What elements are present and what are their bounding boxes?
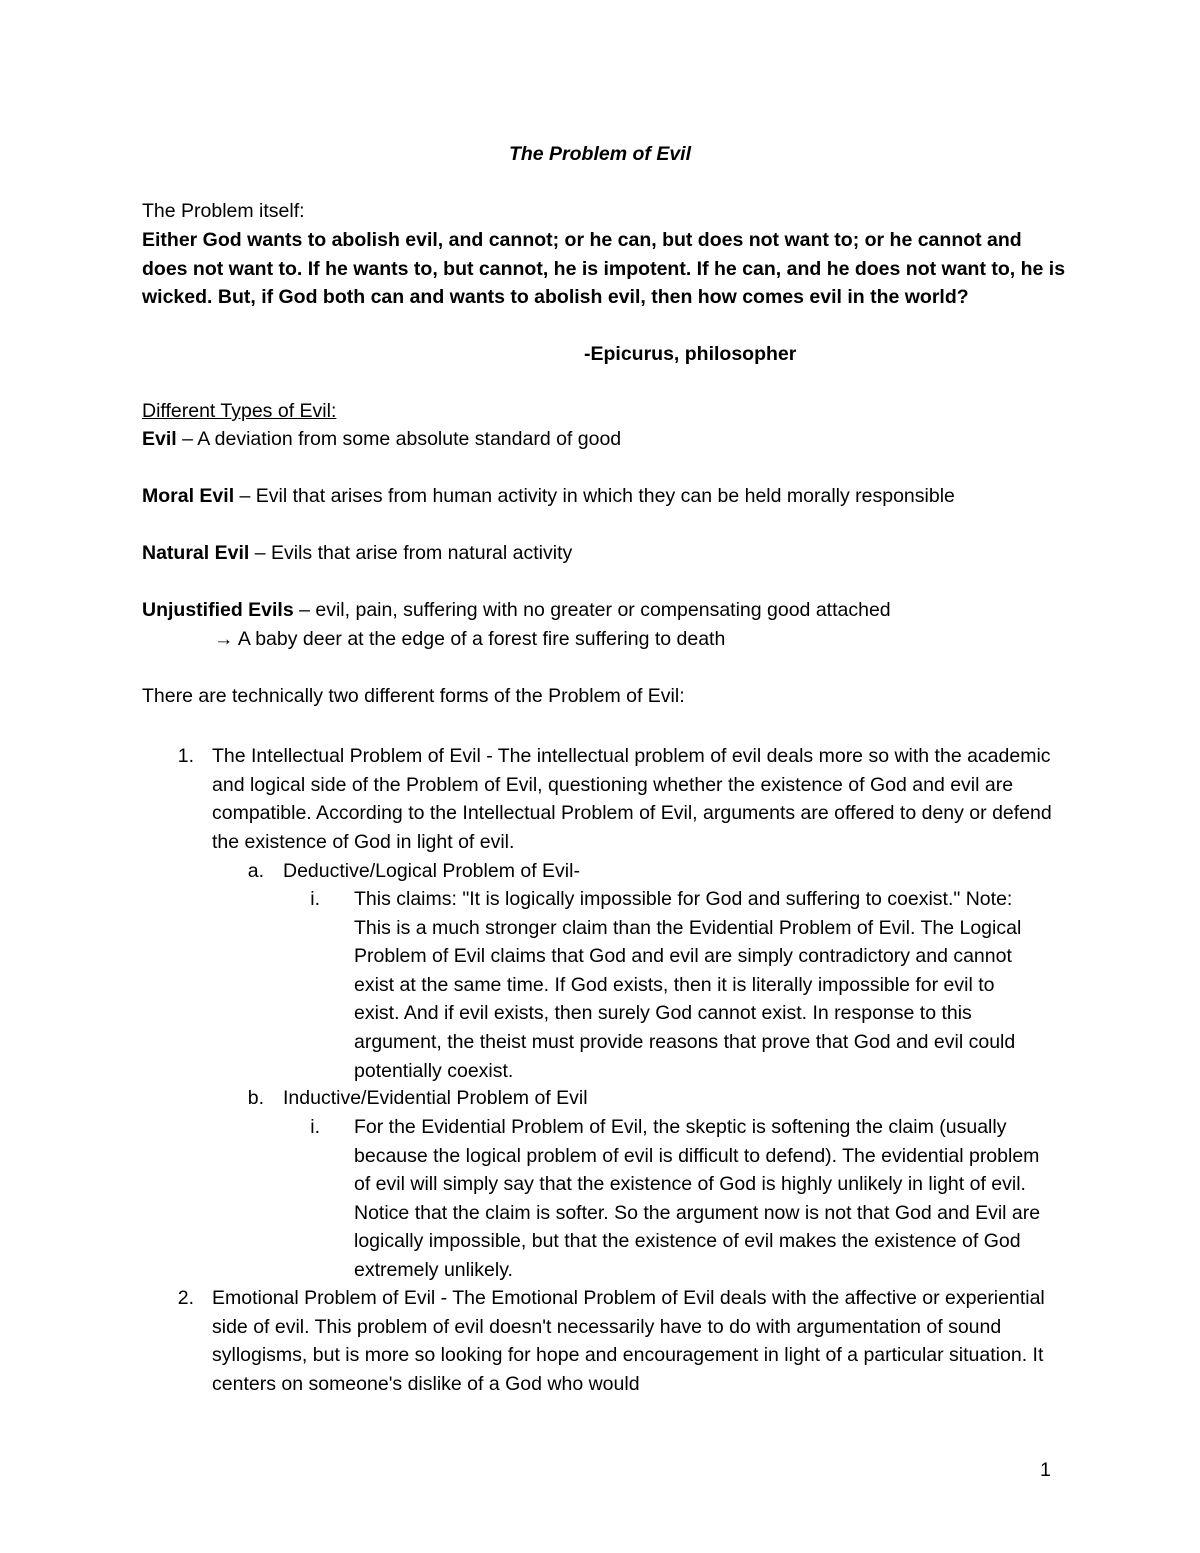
problem-itself-label: The Problem itself: (142, 200, 305, 222)
list-marker: i. (310, 1116, 320, 1138)
list-marker: 1. (177, 745, 194, 767)
list-marker: b. (247, 1087, 264, 1109)
epicurus-quote: Either God wants to abolish evil, and cannot; or he can, but does not want to; or he cannot and does not want to. If he wants to, but cannot, he is impotent. If he can, and he does not want to, he is wicked. But, if God both can and wants to abolish evil, then how comes evil in the world? (142, 229, 1066, 309)
page-number: 1 (1040, 1459, 1051, 1481)
list-item-deductive: Deductive/Logical Problem of Evil- (283, 860, 580, 882)
definition-evil (142, 425, 1072, 454)
list-marker: a. (247, 860, 264, 882)
list-item-intellectual: The Intellectual Problem of Evil - The intellectual problem of evil deals more so with the academic and logical side of the Problem of Evil, questioning whether the existence of God and evil are compatible. According to the Intellectual Problem of Evil, arguments are offered to deny or defend the existence of God in light of evil. (212, 745, 1052, 853)
definition-unjustified-evils (142, 596, 1072, 625)
definition-text: – evil, pain, suffering with no greater or compensating good attached (293, 599, 891, 621)
definition-moral-evil (142, 482, 1072, 511)
list-marker: 2. (177, 1287, 194, 1309)
definition-term: Unjustified Evils (142, 599, 294, 621)
list-item-emotional: Emotional Problem of Evil - The Emotional Problem of Evil deals with the affective or experiential side of evil. This problem of evil doesn't necessarily have to do with argumentation of sound syllogisms, but is more so looking for hope and encouragement in light of a particular situation. It centers on someone's dislike of a God who would (212, 1287, 1045, 1395)
document-title: The Problem of Evil (508, 143, 692, 165)
list-marker: i. (310, 888, 320, 910)
definition-natural-evil (142, 539, 1072, 568)
list-item-evidential-claim: For the Evidential Problem of Evil, the skeptic is softening the claim (usually because the logical problem of evil is difficult to defend). The evidential problem of evil will simply say that the existence of God is highly unlikely in light of evil. Notice that the claim is softer. So the argument now is not that God and Evil are logically impossible, but that the existence of evil makes the existence of God extremely unlikely. (354, 1116, 1041, 1281)
definition-term: Natural Evil (142, 542, 250, 564)
example-line: → A baby deer at the edge of a forest fire suffering to death (214, 628, 726, 650)
types-heading: Different Types of Evil: (142, 400, 337, 422)
list-item-inductive: Inductive/Evidential Problem of Evil (283, 1087, 588, 1109)
definition-text: – Evils that arise from natural activity (249, 542, 573, 564)
definition-term: Evil (142, 428, 177, 450)
forms-intro: There are technically two different forms of the Problem of Evil: (142, 685, 685, 707)
definition-term: Moral Evil (142, 485, 235, 507)
quote-attribution: -Epicurus, philosopher (584, 343, 797, 365)
definition-text: – A deviation from some absolute standard of good (176, 428, 622, 450)
list-item-logical-claim: This claims: "It is logically impossible for God and suffering to coexist." Note: This is a much stronger claim than the Evidential Problem of Evil. The Logical Problem of Evil claims that God and evil are simply contradictory and cannot exist at the same time. If God exists, then it is literally impossible for evil to exist. And if evil exists, then surely God cannot exist. In response to this argument, the theist must provide reasons that prove that God and evil could potentially coexist. (354, 888, 1022, 1082)
definition-text: – Evil that arises from human activity in which they can be held morally responsible (234, 485, 955, 507)
